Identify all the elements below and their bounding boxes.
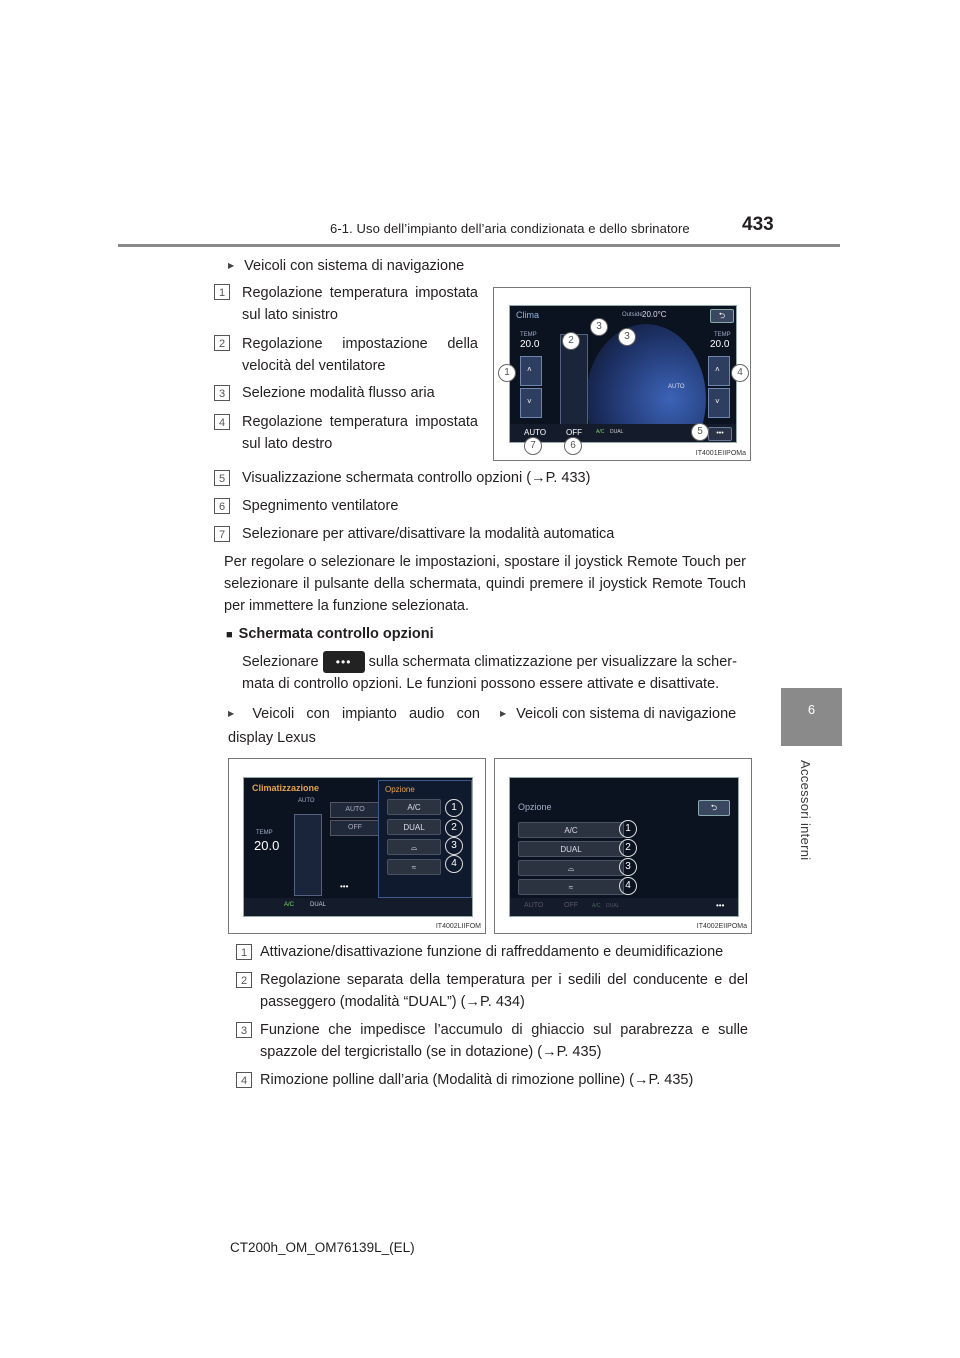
item-number: 4	[236, 1072, 252, 1088]
chapter-tab	[781, 688, 842, 746]
back-button[interactable]: ⮌	[710, 309, 734, 323]
pollen-removal-option-button[interactable]: ≈	[387, 859, 441, 875]
fan-off-button[interactable]: OFF	[566, 428, 582, 437]
callout-3: 3	[445, 837, 463, 855]
more-button[interactable]: •••	[340, 882, 349, 891]
ac-indicator: A/C	[596, 429, 605, 435]
chapter-number: 6	[807, 702, 816, 717]
list-item: Spegnimento ventilatore	[242, 498, 399, 514]
left-temp-label: TEMP	[520, 332, 537, 338]
callout-7: 7	[524, 437, 542, 455]
list-item: Selezione modalità flusso aria	[242, 385, 435, 401]
right-temp-label: TEMP	[714, 332, 731, 338]
wiper-deicer-option-button[interactable]: ⌓	[518, 860, 624, 876]
option-screen-audio	[243, 777, 473, 917]
left-temp-down-button[interactable]: ˅	[520, 388, 542, 418]
left-temp-value: 20.0	[520, 339, 540, 350]
back-button[interactable]: ⮌	[698, 800, 730, 816]
dual-indicator: DUAL	[310, 902, 327, 908]
figure-code: IT4002EIIPOMa	[696, 923, 747, 930]
callout-4: 4	[731, 364, 749, 382]
item-number: 5	[214, 470, 230, 486]
sub-heading-audio: ▶ Veicoli con impianto audio con display Lexus	[228, 703, 480, 749]
option-panel-title: Opzione	[385, 785, 415, 794]
callout-2: 2	[445, 819, 463, 837]
item-number: 2	[214, 335, 230, 351]
item-number: 2	[236, 972, 252, 988]
chapter-label: Accessori interni	[798, 760, 813, 861]
bottom-bar	[244, 898, 472, 916]
fan-off-button: OFF	[564, 902, 578, 909]
screen-title: Clima	[516, 310, 540, 320]
screen-title: Opzione	[518, 802, 552, 812]
callout-4: 4	[619, 877, 637, 895]
dual-option-button[interactable]: DUAL	[518, 841, 624, 857]
dual-indicator: DUAL	[606, 903, 620, 909]
callout-5: 5	[691, 423, 709, 441]
right-temp-value: 20.0	[710, 339, 730, 350]
dual-option-button[interactable]: DUAL	[387, 819, 441, 835]
temp-label: TEMP	[256, 830, 273, 836]
climate-screen	[509, 305, 737, 443]
list-item: Selezionare per attivare/disattivare la modalità automatica	[242, 526, 615, 542]
header-divider	[118, 244, 840, 247]
fan-off-button[interactable]: OFF	[330, 820, 380, 836]
callout-3a: 3	[590, 318, 608, 336]
fan-speed-control[interactable]	[294, 814, 322, 896]
item-number: 3	[214, 385, 230, 401]
right-temp-up-button[interactable]: ˄	[708, 356, 730, 386]
callout-1: 1	[619, 820, 637, 838]
bottom-bar	[510, 898, 738, 916]
figure-code: IT4001EIIPOMa	[695, 450, 746, 457]
item-number: 7	[214, 526, 230, 542]
outside-temp: 20.0°C	[642, 310, 667, 319]
nav-section-heading: ▶ Veicoli con sistema di navigazione	[228, 255, 464, 279]
instruction-paragraph: Per regolare o selezionare le impostazioni, spostare il joystick Remote Touch per selezionare il pulsante della schermata, quindi premere il joystick Remote Touch per immettere la funzione selezionata.	[224, 554, 746, 614]
list-item: Visualizzazione schermata controllo opzioni (→P. 433)	[242, 470, 591, 486]
list-item: Regolazione impostazione della velocità del ventilatore	[242, 336, 478, 374]
item-number: 4	[214, 414, 230, 430]
item-number: 1	[214, 284, 230, 300]
item-number: 3	[236, 1022, 252, 1038]
list-item: Regolazione temperatura impostata sul lato sinistro	[242, 285, 478, 323]
list-item: Regolazione separata della temperatura per i sedili del conducente e del passeggero (modalità “DUAL”) (→P. 434)	[260, 972, 748, 1010]
callout-4: 4	[445, 855, 463, 873]
callout-1: 1	[445, 799, 463, 817]
item-number: 6	[214, 498, 230, 514]
auto-small-label: AUTO	[298, 798, 315, 804]
climate-screen-figure	[493, 287, 751, 461]
document-code: CT200h_OM_OM76139L_(EL)	[230, 1240, 415, 1255]
list-item: Rimozione polline dall’aria (Modalità di rimozione polline) (→P. 435)	[260, 1072, 694, 1088]
outside-label: Outside	[622, 312, 643, 318]
figure-code: IT4002LIIFOM	[435, 923, 481, 930]
right-temp-down-button[interactable]: ˅	[708, 388, 730, 418]
option-screen-navigation-figure	[494, 758, 752, 934]
auto-button[interactable]: AUTO	[330, 802, 380, 818]
callout-1: 1	[498, 364, 516, 382]
auto-button: AUTO	[524, 902, 544, 909]
auto-button[interactable]: AUTO	[524, 428, 547, 437]
more-button[interactable]: •••	[716, 901, 725, 910]
list-item: Attivazione/disattivazione funzione di raffreddamento e deumidificazione	[260, 944, 724, 960]
list-item: Regolazione temperatura impostata sul lato destro	[242, 414, 478, 452]
page-number: 433	[742, 214, 774, 235]
left-temp-up-button[interactable]: ˄	[520, 356, 542, 386]
auto-center-label: AUTO	[668, 384, 685, 390]
options-text: Selezionare ••• sulla schermata climatizzazione per visualizzare la scher- mata di controllo opzioni. Le funzioni possono essere attivate e disattivate.	[242, 651, 747, 695]
callout-2: 2	[619, 839, 637, 857]
screen-title: Climatizzazione	[252, 783, 320, 793]
wiper-deicer-option-button[interactable]: ⌓	[387, 839, 441, 855]
temp-value: 20.0	[254, 838, 280, 853]
pollen-removal-option-button[interactable]: ≈	[518, 879, 624, 895]
dual-indicator: DUAL	[610, 429, 624, 435]
section-title: 6-1. Uso dell’impianto dell’aria condizionata e dello sbrinatore	[330, 221, 690, 236]
options-heading: ■ Schermata controllo opzioni	[226, 626, 434, 642]
options-button[interactable]: •••	[708, 427, 732, 441]
sub-heading-navigation: ▶ Veicoli con sistema di navigazione	[500, 703, 750, 727]
ac-indicator: A/C	[284, 902, 295, 908]
callout-6: 6	[564, 437, 582, 455]
item-number: 1	[236, 944, 252, 960]
callout-3b: 3	[618, 328, 636, 346]
options-button-glyph: •••	[323, 651, 365, 673]
ac-option-button[interactable]: A/C	[518, 822, 624, 838]
callout-2: 2	[562, 332, 580, 350]
callout-3: 3	[619, 858, 637, 876]
ac-option-button[interactable]: A/C	[387, 799, 441, 815]
list-item: Funzione che impedisce l’accumulo di ghiaccio sul parabrezza e sulle spazzole del tergicristallo (se in dotazione) (→P. 435)	[260, 1022, 748, 1060]
option-screen-audio-figure	[228, 758, 486, 934]
ac-indicator: A/C	[592, 903, 601, 909]
